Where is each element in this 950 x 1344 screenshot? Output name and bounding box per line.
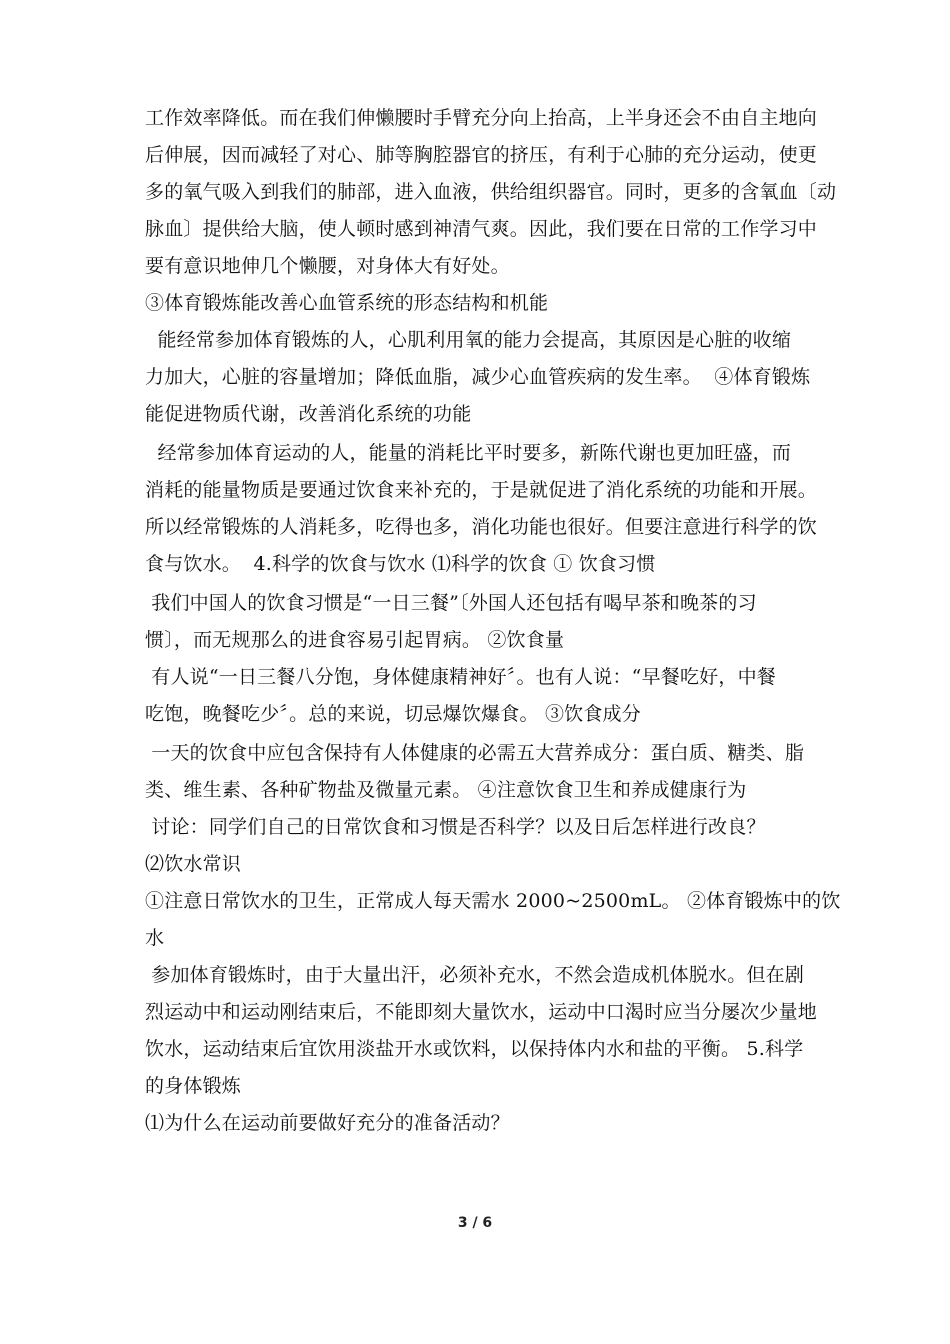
text-line: 多的氧气吸入到我们的肺部，进入血液，供给组织器官。同时，更多的含氧血〔动 bbox=[145, 181, 837, 203]
section-heading: ③体育锻炼能改善心血管系统的形态结构和机能 bbox=[145, 292, 549, 314]
text-line: 所以经常锻炼的人消耗多，吃得也多，消化功能也很好。但要注意进行科学的饮 bbox=[145, 516, 818, 538]
text-line: 要有意识地伸几个懒腰，对身体大有好处。 bbox=[145, 255, 510, 277]
text-line: 饮水，运动结束后宜饮用淡盐开水或饮料，以保持体内水和盐的平衡。 5.科学 bbox=[145, 1038, 804, 1060]
text-line: ①注意日常饮水的卫生，正常成人每天需水 2000~2500mL。 ②体育锻炼中的饮 bbox=[145, 890, 841, 912]
text-line: 我们中国人的饮食习惯是“一日三餐”〔外国人还包括有喝早茶和晚茶的习 bbox=[145, 592, 757, 614]
text-line: 一天的饮食中应包含保持有人体健康的必需五大营养成分：蛋白质、糖类、脂 bbox=[145, 742, 805, 764]
text-line: 讨论：同学们自己的日常饮食和习惯是否科学？以及日后怎样进行改良？ bbox=[145, 816, 766, 838]
text-line: 能促进物质代谢，改善消化系统的功能 bbox=[145, 403, 472, 425]
text-line: 食与饮水。 4.科学的饮食与饮水 ⑴科学的饮食 ① 饮食习惯 bbox=[145, 553, 656, 575]
text-line: 经常参加体育运动的人，能量的消耗比平时要多，新陈代谢也更加旺盛，而 bbox=[145, 442, 792, 464]
text-line: 消耗的能量物质是要通过饮食来补充的，于是就促进了消化系统的功能和开展。 bbox=[145, 479, 818, 501]
text-line: 参加体育锻炼时，由于大量出汗，必须补充水，不然会造成机体脱水。但在剧 bbox=[145, 964, 805, 986]
section-heading: ⑵饮水常识 bbox=[145, 853, 242, 875]
text-line: 能经常参加体育锻炼的人，心肌利用氧的能力会提高，其原因是心脏的收缩 bbox=[145, 329, 792, 351]
text-line: 的身体锻炼 bbox=[145, 1075, 242, 1097]
section-heading: ⑴为什么在运动前要做好充分的准备活动？ bbox=[145, 1112, 510, 1134]
text-line: 类、维生素、各种矿物盐及微量元素。 ④注意饮食卫生和养成健康行为 bbox=[145, 779, 747, 801]
text-line: 工作效率降低。而在我们伸懒腰时手臂充分向上抬高，上半身还会不由自主地向 bbox=[145, 107, 818, 129]
text-line: 水 bbox=[145, 927, 165, 949]
text-line: 后伸展，因而减轻了对心、肺等胸腔器官的挤压，有利于心肺的充分运动，使更 bbox=[145, 144, 818, 166]
text-line: 力加大，心脏的容量增加；降低血脂，减少心血管疾病的发生率。 ④体育锻炼 bbox=[145, 366, 811, 388]
text-line: 脉血〕提供给大脑，使人顿时感到神清气爽。因此，我们要在日常的工作学习中 bbox=[145, 218, 818, 240]
page-number: 3 / 6 bbox=[457, 1215, 493, 1231]
text-line: 有人说“一日三餐八分饱，身体健康精神好〞。也有人说：“早餐吃好，中餐 bbox=[145, 666, 776, 688]
text-line: 烈运动中和运动刚结束后，不能即刻大量饮水，运动中口渴时应当分屡次少量地 bbox=[145, 1001, 818, 1023]
text-line: 吃饱，晚餐吃少〞。总的来说，切忌爆饮爆食。 ③饮食成分 bbox=[145, 703, 641, 725]
text-line: 惯〕，而无规那么的进食容易引起胃病。 ②饮食量 bbox=[145, 629, 565, 651]
